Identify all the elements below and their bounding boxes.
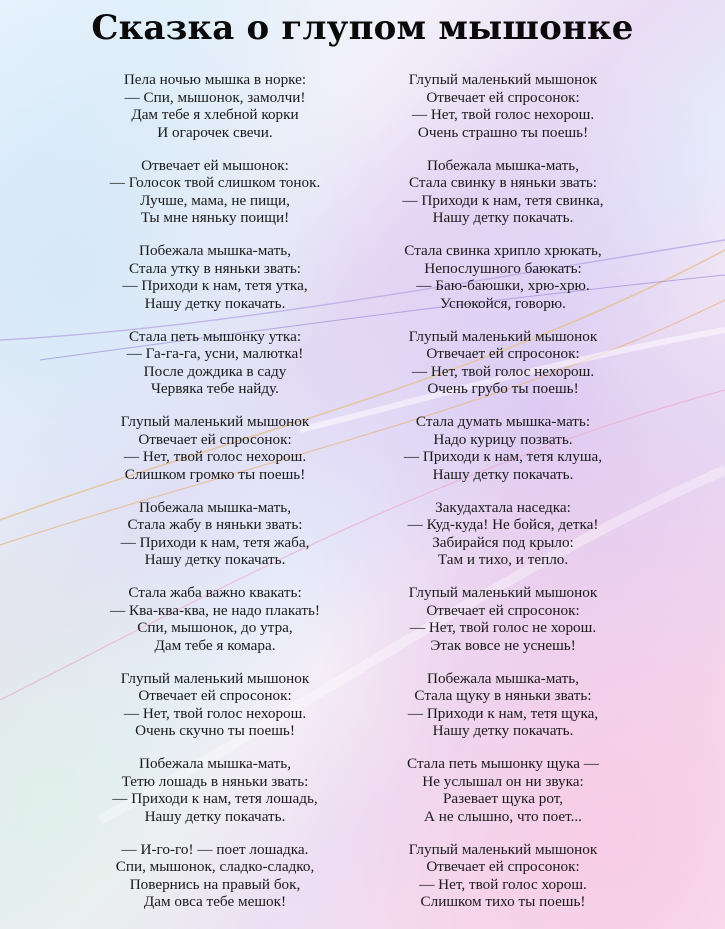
poem-line: Нашу детку покачать. [144, 551, 286, 568]
poem-line: Нашу детку покачать. [144, 294, 286, 312]
stanza [333, 413, 673, 483]
poem-line: Там и тихо, и тепло. [437, 551, 569, 568]
poem-line: Пела ночью мышка в норке: [123, 71, 307, 88]
poem-line: Стала думать мышка-мать: [415, 413, 591, 430]
poem-line: Побежала мышка-мать, [139, 755, 291, 772]
poem-line: Дам тебе я комара. [154, 636, 276, 654]
poem-line: Глупый маленький мышонок [408, 840, 598, 858]
poem-line: Очень грубо ты поешь! [427, 380, 579, 397]
poem-line: Нашу детку покачать. [432, 722, 574, 739]
poem-line: Глупый маленький мышонок [408, 584, 598, 601]
poem-line: Непослушного баюкать: [424, 259, 582, 277]
poem-line: Слишком громко ты поешь! [124, 465, 306, 483]
poem-line: Глупый маленький мышонок [120, 413, 310, 430]
poem-line: Нашу детку покачать. [432, 465, 574, 483]
poem-line: А не слышно, что поет... [424, 807, 582, 825]
poem-line: Стала жабу в няньки звать: [127, 516, 303, 533]
poem-line: — Нет, твой голос нехорош. [411, 106, 595, 123]
poem-line: Очень страшно ты поешь! [417, 123, 589, 141]
poem-line: — Нет, твой голос нехорош. [411, 362, 595, 380]
poem-line: — Приходи к нам, тетя клуша, [403, 448, 603, 465]
poem-line: — Нет, твой голос нехорош. [123, 704, 307, 722]
poem-line: Отвечает ей мышонок: [141, 156, 289, 174]
stanza [333, 755, 673, 825]
poem-line: Не услышал он ни звука: [422, 772, 584, 790]
poem-line: — Приходи к нам, тетя утка, [122, 277, 308, 294]
poem-line: — Голосок твой слишком тонок. [109, 174, 321, 191]
poem-line: Глупый маленький мышонок [408, 327, 598, 345]
poem-line: Побежала мышка-мать, [427, 669, 579, 687]
poem-line: — И-го-го! — поет лошадка. [121, 840, 309, 858]
poem-line: И огарочек свечи. [157, 123, 273, 141]
poem-line: После дождика в саду [143, 362, 287, 380]
poem-line: Ты мне няньку поищи! [140, 209, 290, 226]
poem-line: Побежала мышка-мать, [427, 156, 579, 174]
poem-line: Стала жаба важно квакать: [128, 584, 302, 601]
poem-line: Лучше, мама, не пищи, [140, 191, 290, 209]
poem-line: Повернись на правый бок, [129, 875, 301, 893]
stanza [333, 328, 673, 398]
poem-line: Стала свинку в няньки звать: [408, 174, 597, 191]
poem-line: — Нет, твой голос хорош. [419, 875, 587, 893]
poem-line: — Нет, твой голос нехорош. [123, 448, 307, 465]
poem-line: — Приходи к нам, тетя щука, [407, 704, 599, 722]
poem-line: Слишком тихо ты поешь! [420, 893, 586, 910]
poem-line: Червяка тебе найду. [151, 380, 279, 397]
poem-line: — Куд-куда! Не бойся, детка! [407, 516, 599, 533]
poem-line: — Ква-ква-ква, не надо плакать! [110, 601, 320, 619]
poem-line: Тетю лошадь в няньки звать: [121, 772, 309, 790]
stanza [333, 242, 673, 312]
poem-line: Очень скучно ты поешь! [135, 722, 295, 739]
stanza [333, 157, 673, 227]
poem-line: — Баю-баюшки, хрю-хрю. [416, 277, 590, 294]
poem-line: — Га-га-га, усни, малютка! [126, 345, 304, 362]
poem-line: Нашу детку покачать. [144, 807, 286, 825]
poem-line: Дам овса тебе мешок! [143, 893, 287, 910]
poem-line: Отвечает ей спросонок: [138, 687, 292, 704]
poem-line: — Приходи к нам, тетя свинка, [402, 191, 604, 209]
page-title: Сказка о глупом мышонке [91, 8, 634, 48]
poem-line: Стала утку в няньки звать: [128, 259, 302, 277]
poem-line: Глупый маленький мышонок [408, 71, 598, 88]
poem-line: Спи, мышонок, сладко-сладко, [115, 858, 315, 875]
poem-line: Отвечает ей спросонок: [426, 88, 580, 106]
poem-line: Этак вовсе не уснешь! [430, 636, 576, 654]
poem-column-right [333, 71, 673, 926]
stanza [333, 584, 673, 654]
poem-line: Забирайся под крыло: [432, 533, 574, 551]
stanza [333, 670, 673, 740]
stanza [333, 71, 673, 141]
poem-line: — Приходи к нам, тетя жаба, [120, 533, 310, 551]
poem-line: Нашу детку покачать. [432, 209, 574, 226]
poem-line: Побежала мышка-мать, [139, 242, 291, 259]
poem-line: — Приходи к нам, тетя лошадь, [112, 790, 318, 807]
poem-line: Стала петь мышонку щука — [407, 755, 599, 772]
poem-line: Спи, мышонок, до утра, [137, 619, 293, 636]
poem-line: Успокойся, говорю. [440, 294, 566, 312]
poem-line: Стала свинка хрипло хрюкать, [404, 242, 602, 259]
poem-line: Отвечает ей спросонок: [138, 430, 292, 448]
poem-line: — Нет, твой голос не хорош. [409, 619, 597, 636]
poem-line: Стала петь мышонку утка: [128, 327, 302, 345]
poem-line: — Спи, мышонок, замолчи! [124, 88, 306, 106]
poem-line: Отвечает ей спросонок: [426, 858, 580, 875]
poem-line: Побежала мышка-мать, [139, 498, 291, 516]
poem-line: Стала щуку в няньки звать: [414, 687, 592, 704]
poem-line: Надо курицу позвать. [433, 430, 573, 448]
poem-line: Отвечает ей спросонок: [426, 601, 580, 619]
poem-line: Глупый маленький мышонок [120, 669, 310, 687]
poem-line: Закудахтала наседка: [435, 498, 571, 516]
stanza [333, 499, 673, 569]
stanza [333, 841, 673, 911]
poem-line: Отвечает ей спросонок: [426, 345, 580, 362]
poem-line: Дам тебе я хлебной корки [131, 106, 299, 123]
poem-line: Разевает щука рот, [442, 790, 564, 807]
